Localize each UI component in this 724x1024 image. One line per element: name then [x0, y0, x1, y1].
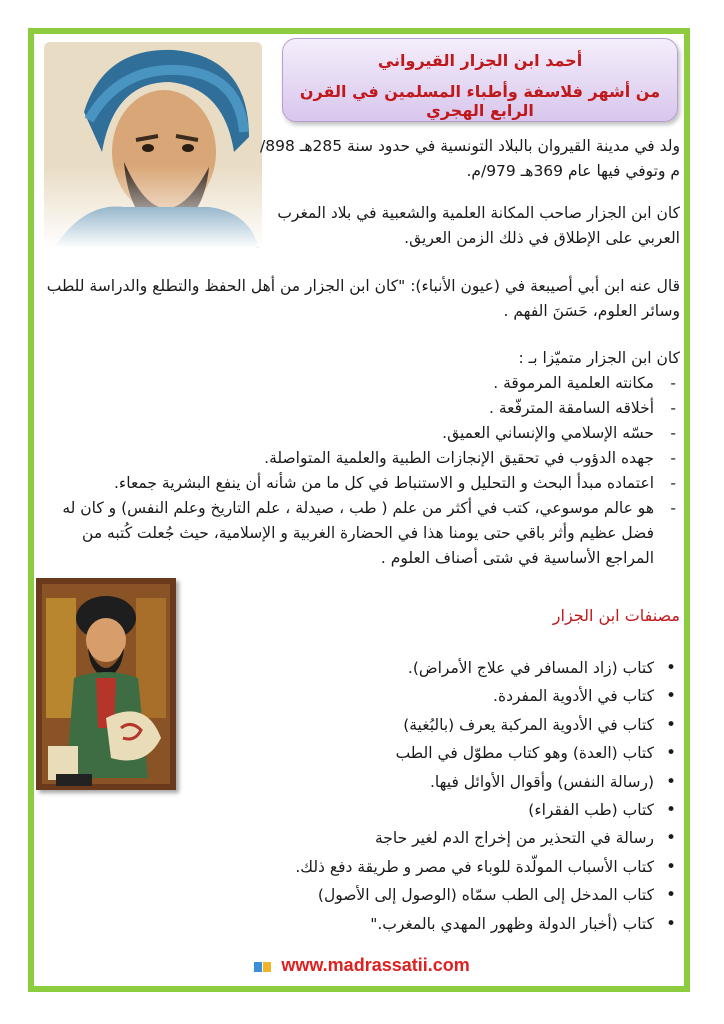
traits-intro: كان ابن الجزار متميّزا بـ : — [518, 349, 680, 367]
birth-paragraph: ولد في مدينة القيروان بالبلاد التونسية في حدود سنة 285هـ 898/م وتوفي فيها عام 369هـ 979/م. — [260, 137, 680, 180]
site-logo-icon — [254, 960, 272, 974]
list-item: • كتاب الأسباب المولّدة للوباء في مصر و طريقة دفع ذلك. — [210, 853, 680, 881]
page-subtitle: من أشهر فلاسفة وأطباء المسلمين في القرن الرابع الهجري — [299, 82, 661, 120]
traits-list — [40, 371, 680, 571]
portrait-image — [44, 42, 262, 248]
list-item: • كتاب في الأدوية المركبة يعرف (بالبُغية) — [210, 711, 680, 739]
status-paragraph: كان ابن الجزار صاحب المكانة العلمية والشعبية في بلاد المغرب العربي على الإطلاق في ذلك الزمن العريق. — [277, 204, 680, 247]
title-banner — [282, 38, 678, 122]
list-item: • كتاب في الأدوية المفردة. — [210, 682, 680, 710]
list-item: • كتاب المدخل إلى الطب سمّاه (الوصول إلى الأصول) — [210, 881, 680, 909]
site-link[interactable]: www.madrassatii.com — [281, 955, 470, 975]
list-item: • كتاب (طب الفقراء) — [210, 796, 680, 824]
list-item: - جهده الدؤوب في تحقيق الإنجازات الطبية والعلمية المتواصلة. — [40, 446, 680, 471]
list-item: - مكانته العلمية المرموقة . — [40, 371, 680, 396]
list-item: • كتاب (زاد المسافر في علاج الأمراض). — [210, 654, 680, 682]
list-item: • كتاب (العدة) وهو كتاب مطوّل في الطب — [210, 739, 680, 767]
traits-section — [40, 346, 680, 571]
list-item: - هو عالم موسوعي، كتب في أكثر من علم ( طب ، صيدلة ، علم التاريخ وعلم النفس) و كان له فضل عظيم وأثر باقي حتى يومنا هذا في الحضارة الغربية و الإسلامية، حيث جُعلت كُتبه من المراجع الأساسية في شتى أصناف العلوم . — [40, 496, 680, 571]
scholar-painting — [36, 578, 176, 790]
page-title: أحمد ابن الجزار القيرواني — [377, 51, 583, 70]
list-item: - اعتماده مبدأ البحث و التحليل و الاستنباط في كل ما من شأنه أن ينفع البشرية جمعاء. — [40, 471, 680, 496]
works-list — [210, 654, 680, 938]
works-heading: مصنفات ابن الجزار — [552, 606, 680, 625]
list-item: • كتاب (أخبار الدولة وظهور المهدي بالمغرب." — [210, 910, 680, 938]
quote-paragraph: قال عنه ابن أبي أصيبعة في (عيون الأنباء): "كان ابن الجزار من أهل الحفظ والتطلع والدراسة للطب وسائر العلوم، حَسَنَ الفهم . — [46, 277, 680, 320]
footer — [0, 955, 724, 976]
list-item: - أخلاقه السامقة المترفّعة . — [40, 396, 680, 421]
list-item: • رسالة في التحذير من إخراج الدم لغير حاجة — [210, 824, 680, 852]
list-item: • (رسالة النفس) وأقوال الأوائل فيها. — [210, 768, 680, 796]
list-item: - حسّه الإسلامي والإنساني العميق. — [40, 421, 680, 446]
